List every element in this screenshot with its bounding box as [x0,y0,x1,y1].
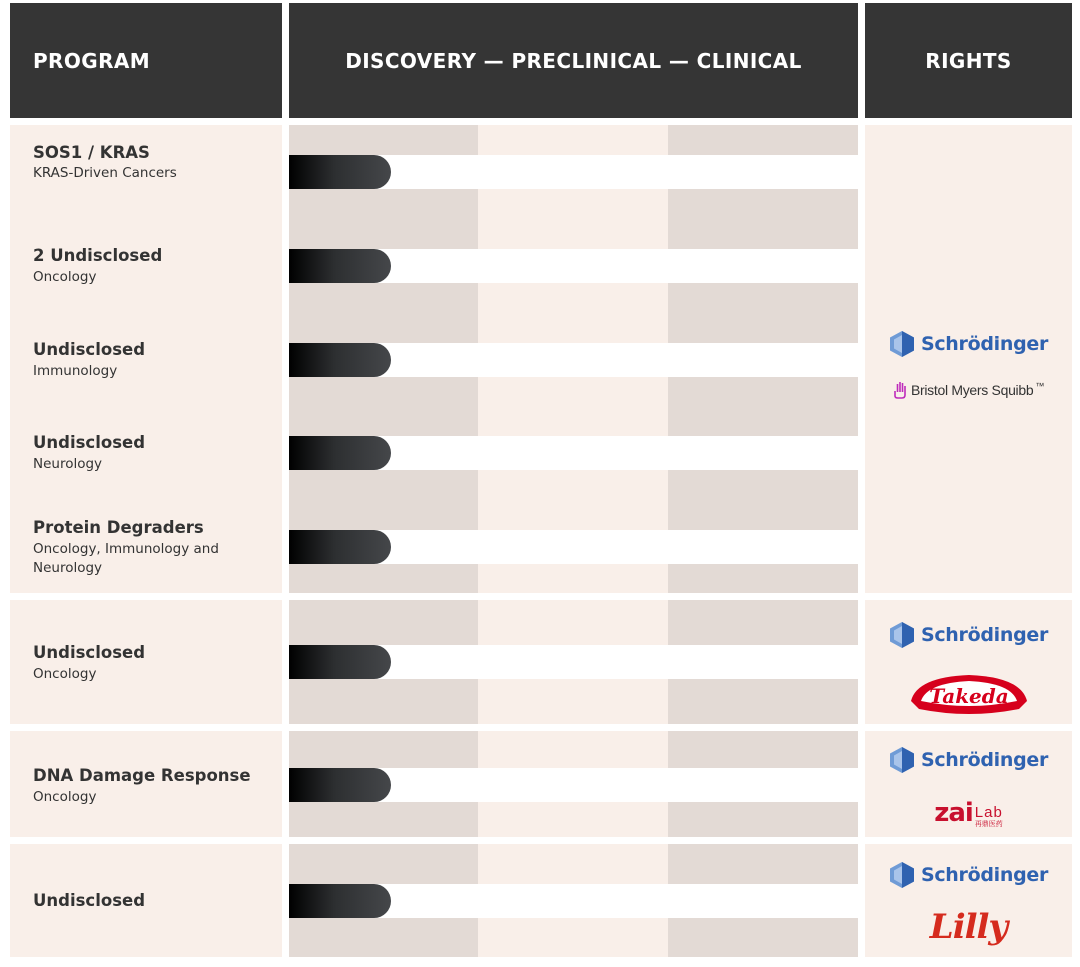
progress-track-4 [289,436,858,470]
program-title: Undisclosed [33,433,146,452]
schrodinger-logo-group-2 [865,620,1072,650]
lilly-logo [865,904,1072,950]
zai-lab-sub [975,806,1003,828]
progress-track-8 [289,884,858,918]
schrodinger-hex-icon [889,861,915,889]
program-indication: Oncology [33,789,97,805]
program-title: Undisclosed [33,643,146,662]
bms-logo [865,375,1072,405]
progress-bar [289,530,391,564]
schrodinger-hex-icon [889,746,915,774]
program-indication: Oncology, Immunology and Neurology [33,541,219,576]
zai-lab-logo [865,796,1072,830]
schrodinger-logo-group-4 [865,860,1072,890]
program-title: 2 Undisclosed [33,246,163,265]
schrodinger-wordmark: Schrödinger [920,864,1049,886]
progress-track-2 [289,249,858,283]
progress-bar [289,768,391,802]
program-title: SOS1 / KRAS [33,143,150,162]
schrodinger-wordmark: Schrödinger [920,624,1049,646]
schrodinger-logo-group-1 [865,329,1072,359]
program-label-1 [33,143,177,183]
program-label-5 [33,518,248,578]
bms-trademark: ™ [1035,381,1045,391]
progress-bar [289,249,391,283]
progress-bar [289,436,391,470]
schrodinger-wordmark: Schrödinger [920,333,1049,355]
program-label-4 [33,433,145,474]
bms-hand-icon [893,381,907,399]
group-1-rights-band [865,125,1072,593]
program-label-2 [33,246,162,287]
program-title: Undisclosed [33,340,146,359]
schrodinger-wordmark: Schrödinger [920,749,1049,771]
phase-column-header: DISCOVERY — PRECLINICAL — CLINICAL [289,3,858,118]
program-label-3 [33,340,145,381]
progress-track-5 [289,530,858,564]
program-indication: KRAS-Driven Cancers [33,165,177,181]
zai-lab-chinese: 再鼎医药 [974,820,1003,828]
schrodinger-hex-icon [889,621,915,649]
schrodinger-hex-icon [889,330,915,358]
program-label-7 [33,766,251,807]
zai-wordmark: zai [934,798,973,828]
program-label-6 [33,643,145,684]
takeda-wordmark: Takeda [928,684,1009,708]
takeda-logo [865,671,1072,715]
program-title: Protein Degraders [33,518,204,537]
program-title: DNA Damage Response [33,766,251,785]
program-indication: Oncology [33,269,97,285]
progress-bar [289,343,391,377]
schrodinger-logo-group-3 [865,745,1072,775]
progress-bar [289,645,391,679]
bms-wordmark: Bristol Myers Squibb [910,382,1034,398]
lilly-wordmark: Lilly [929,907,1008,947]
program-indication: Neurology [33,456,103,472]
takeda-logo-mark [905,671,1033,715]
program-indication: Immunology [33,363,118,379]
progress-track-1 [289,155,858,189]
program-label-8 [33,891,145,911]
progress-track-7 [289,768,858,802]
program-column-header: PROGRAM [10,3,282,118]
progress-bar [289,155,391,189]
rights-column-header: RIGHTS [865,3,1072,118]
program-indication: Oncology [33,666,97,682]
zai-lab-text: Lab [974,804,1003,821]
progress-track-6 [289,645,858,679]
progress-bar [289,884,391,918]
program-title: Undisclosed [33,891,146,910]
progress-track-3 [289,343,858,377]
